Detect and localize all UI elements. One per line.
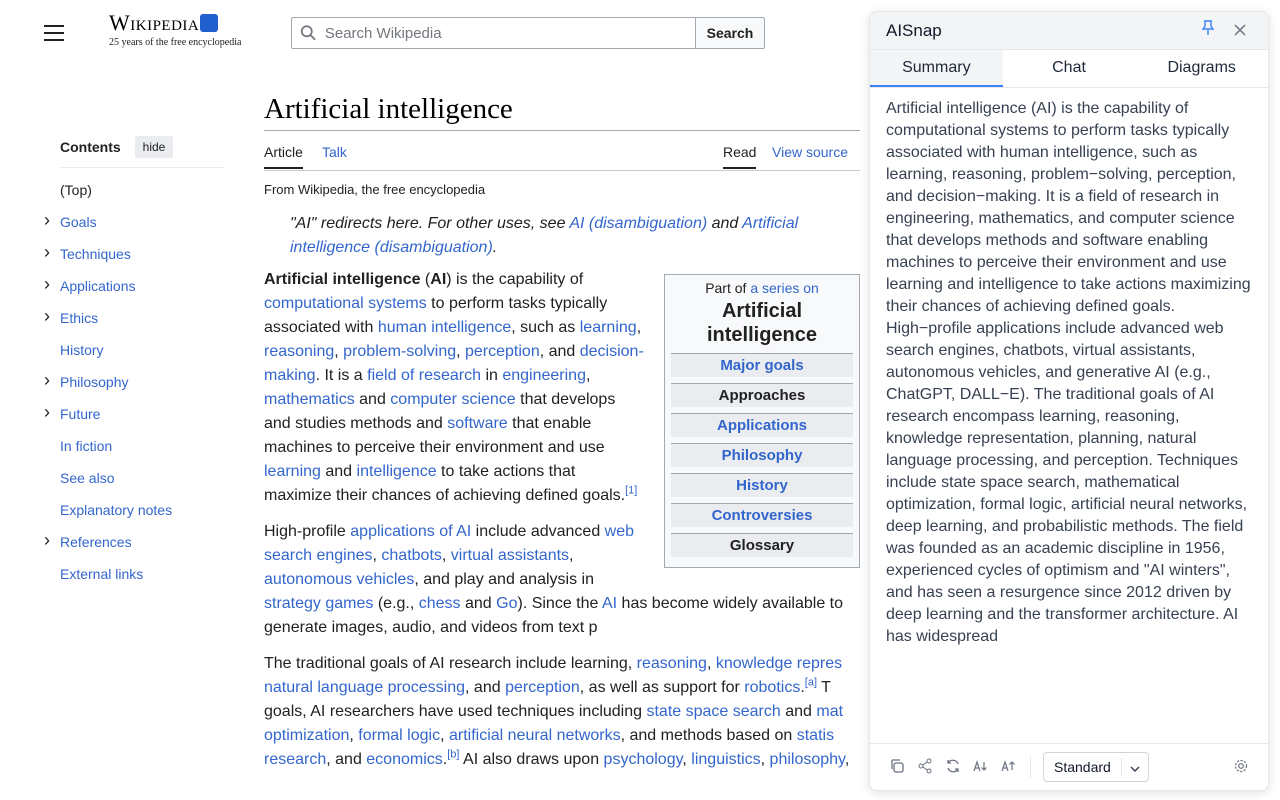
toc-item-label[interactable]: (Top) [60, 182, 92, 198]
article-text: to perform tasks typically associated with [264, 295, 608, 336]
article-text: in [481, 367, 503, 384]
article-text: , [334, 343, 344, 360]
article-text: . [442, 751, 448, 768]
aisnap-panel [869, 11, 1269, 791]
toc-item[interactable] [60, 437, 224, 469]
infobox-row-container [671, 473, 853, 497]
article-link[interactable]: artificial neural networks [448, 727, 621, 744]
search-button[interactable]: Search [695, 17, 765, 49]
panel-title: AISnap [886, 20, 942, 40]
article-text: , [569, 547, 574, 564]
toc-item[interactable] [44, 370, 224, 405]
article-link[interactable]: perception [465, 343, 540, 360]
infobox-row[interactable]: Philosophy [721, 447, 803, 464]
toc-item-label[interactable]: Philosophy [60, 374, 129, 390]
article-text: . [492, 239, 498, 256]
article-link[interactable]: strategy games [264, 595, 374, 612]
article-link[interactable]: [a] [804, 676, 818, 689]
article-link[interactable]: virtual assistants [450, 547, 570, 564]
toc-item-label[interactable]: In fiction [60, 438, 113, 454]
chevron-right-icon[interactable]: › [44, 370, 50, 390]
toc-item-label[interactable]: External links [60, 566, 144, 582]
toc-item-label[interactable]: References [60, 534, 132, 550]
toc-item[interactable] [60, 181, 224, 213]
panel-toolbar [870, 743, 1268, 790]
infobox-row-container [671, 503, 853, 527]
toc-item[interactable] [44, 530, 224, 565]
chevron-right-icon[interactable]: › [44, 306, 50, 326]
article-link[interactable]: [1] [625, 484, 638, 497]
article-link[interactable]: computer science [390, 391, 516, 408]
search-input[interactable] [325, 25, 695, 42]
puzzle-globe-icon [200, 14, 218, 32]
article-text: AI [430, 271, 447, 288]
toc-item[interactable] [44, 210, 224, 245]
toc-item-label[interactable]: See also [60, 470, 115, 486]
page-tabs [264, 142, 860, 171]
article-link[interactable]: mat optimization [264, 703, 844, 744]
page-title: Artificial intelligence [264, 92, 860, 131]
article-text: to take actions that maximize their chances of achieving defined goals. [264, 463, 626, 504]
toc-item-label[interactable]: Explanatory notes [60, 502, 173, 518]
article-text: . [800, 679, 805, 696]
article-text: ( [420, 271, 431, 288]
share-icon[interactable] [916, 758, 934, 777]
article-link[interactable]: philosophy [769, 751, 845, 768]
article-text: and [707, 215, 743, 232]
article-text: , as well as support for [579, 679, 745, 696]
article-link[interactable]: economics [366, 751, 443, 768]
article-text: , such as [511, 319, 580, 336]
wikipedia-logo[interactable] [109, 10, 251, 48]
article-link[interactable]: decision-making [264, 343, 644, 384]
article-text: , [349, 727, 359, 744]
infobox-row[interactable]: Approaches [718, 387, 806, 404]
infobox-row[interactable]: Major goals [720, 357, 804, 374]
article-text: , [682, 751, 692, 768]
article-text: High-profile [264, 523, 351, 540]
article-text: , and [539, 343, 580, 360]
article-link[interactable]: linguistics [691, 751, 761, 768]
article-text: Artificial intelligence [264, 271, 421, 288]
mode-value: Standard [1044, 758, 1122, 776]
article-text: (e.g., [373, 595, 419, 612]
infobox-row[interactable]: Glossary [729, 537, 795, 554]
article-link[interactable]: field of research [367, 367, 481, 384]
article-text: ). Since the [517, 595, 602, 612]
infobox-row-container [671, 533, 853, 557]
toc-item-label[interactable]: Ethics [60, 310, 99, 326]
chevron-right-icon[interactable]: › [44, 242, 50, 262]
article-link[interactable]: learning [264, 463, 321, 480]
toolbar-divider [1030, 756, 1031, 778]
infobox-row-container [671, 353, 853, 377]
article-link[interactable]: web search engines [264, 523, 635, 564]
toc-item-label[interactable]: History [60, 342, 104, 358]
infobox-title: Artificial intelligence [706, 300, 818, 346]
article-text: , [585, 367, 591, 384]
toc-item-label[interactable]: Techniques [60, 246, 131, 262]
infobox-row[interactable]: Controversies [711, 507, 813, 524]
logo-wordmark: Wikipedia [109, 10, 200, 35]
article-link[interactable]: Artificial intelligence (disambiguation) [290, 215, 799, 256]
article-text: , and [326, 751, 367, 768]
article-text: that enable machines to perceive their environment and use [264, 415, 605, 456]
tab-article[interactable]: Article [264, 144, 303, 169]
toc-item-label[interactable]: Applications [60, 278, 136, 294]
article-link[interactable]: psychology [603, 751, 683, 768]
infobox-row-container [671, 413, 853, 437]
article-text: AI also draws upon [459, 751, 604, 768]
infobox-row-container [671, 383, 853, 407]
article-link[interactable]: reasoning [636, 655, 707, 672]
infobox-part-of: Part of [705, 280, 751, 296]
article-text: has become widely available to generate images, audio, and videos from text p [264, 595, 844, 636]
article-link[interactable]: mathematics [264, 391, 355, 408]
chevron-right-icon[interactable]: › [44, 274, 50, 294]
article-link[interactable]: Go [496, 595, 518, 612]
tab-read[interactable]: Read [723, 144, 756, 169]
infobox-row-container [671, 443, 853, 467]
article-text: , [456, 343, 465, 360]
infobox-row[interactable]: Applications [716, 417, 807, 434]
hatnote [290, 212, 860, 260]
article-link[interactable]: software [447, 415, 508, 432]
search-icon [300, 24, 317, 42]
toc-item-label[interactable]: Future [60, 406, 101, 422]
article-text: and [460, 595, 497, 612]
article-link[interactable]: [b] [447, 748, 460, 761]
article-link[interactable]: human intelligence [377, 319, 512, 336]
article-body [264, 268, 860, 784]
refresh-icon[interactable] [944, 758, 962, 777]
tab-view-source[interactable]: View source [772, 144, 849, 160]
search-form [291, 17, 765, 49]
article-text: , [760, 751, 770, 768]
article-link[interactable]: AI (disambiguation) [569, 215, 708, 232]
toc-item[interactable] [44, 242, 224, 277]
article-text: , [636, 319, 642, 336]
article-link[interactable]: problem-solving [343, 343, 457, 360]
article-text: , [844, 751, 850, 768]
site-subtitle: From Wikipedia, the free encyclopedia [264, 182, 486, 197]
article-link[interactable]: reasoning [264, 343, 335, 360]
main-menu-button[interactable] [44, 25, 64, 41]
article-text: , [441, 547, 451, 564]
article-link[interactable]: perception [505, 679, 580, 696]
infobox-row[interactable]: History [736, 477, 788, 494]
toc-item[interactable] [44, 402, 224, 437]
copy-icon[interactable] [888, 758, 906, 777]
article-text: ) is the capability of [446, 271, 584, 288]
toc-hide-button[interactable]: hide [135, 136, 174, 158]
article-text: T goals, AI researchers have used techniques including [264, 679, 831, 720]
article-link[interactable]: statis research [264, 727, 835, 768]
article-text: and [320, 463, 357, 480]
article-text: , and [465, 679, 506, 696]
pin-icon[interactable] [1196, 20, 1220, 41]
article-link[interactable]: engineering [502, 367, 586, 384]
toc-item[interactable] [44, 274, 224, 309]
article-link[interactable]: chatbots [381, 547, 442, 564]
article-link[interactable]: autonomous vehicles [264, 571, 415, 588]
article-link[interactable]: natural language processing [264, 679, 466, 696]
panel-tabs [870, 50, 1268, 88]
article-link[interactable]: computational systems [264, 295, 427, 312]
article-link[interactable]: applications of AI [350, 523, 472, 540]
logo-tagline: 25 years of the free encyclopedia [109, 37, 242, 48]
article-link[interactable]: knowledge repres [715, 655, 843, 672]
article-text: , [440, 727, 449, 744]
article-link[interactable]: intelligence [356, 463, 437, 480]
decrease-font-icon[interactable] [972, 760, 990, 775]
toc-item[interactable] [60, 501, 224, 533]
article-text: The traditional goals of AI research include learning, [264, 655, 637, 672]
article-link[interactable]: AI [601, 595, 618, 612]
chevron-down-icon [1122, 759, 1148, 775]
article-paragraph [264, 652, 860, 772]
toc-title: Contents [60, 139, 121, 155]
article-link[interactable]: state space search [646, 703, 781, 720]
article-link[interactable]: robotics [744, 679, 801, 696]
article-text: . It is a [315, 367, 368, 384]
chevron-right-icon[interactable]: › [44, 530, 50, 550]
tab-summary[interactable]: Summary [870, 50, 1003, 87]
tab-chat[interactable]: Chat [1052, 59, 1086, 76]
summary-text: Artificial intelligence (AI) is the capability of computational systems to perform tasks typically associated with human intelligence, such as learning, reasoning, problem−solving, perception, and decision−making. It is a field of research in engineering, mathematics, and computer science that develops methods and software enabling machines to perceive their environment and use learning and intelligence to take actions maximizing their chances of achieving defined goals. High−profile applications include advanced web search engines, chatbots, virtual assistants, autonomous vehicles, and generative AI (e.g., ChatGPT, DALL−E). The traditional goals of AI research encompass learning, reasoning, knowledge representation, planning, natural language processing, and perception. Techniques include state space search, mathematical optimization, formal logic, artificial neural networks, deep learning, and probabilistic methods. The field was founded as an academic discipline in 1956, experienced cycles of optimism and "AI winters", and has seen a resurgence since 2012 driven by deep learning and the transformer architecture. AI has widespread [886, 100, 1251, 645]
article-link[interactable]: learning [579, 319, 637, 336]
close-icon[interactable] [1228, 21, 1252, 41]
chevron-right-icon[interactable]: › [44, 210, 50, 230]
toc-item-label[interactable]: Goals [60, 214, 97, 230]
toc-item[interactable] [60, 341, 224, 373]
article-text: that develops and studies methods and [264, 391, 616, 432]
tab-diagrams[interactable]: Diagrams [1167, 59, 1236, 76]
article-text: , and play and analysis in [414, 571, 594, 588]
article-text: include advanced [471, 523, 605, 540]
toc-item[interactable] [44, 306, 224, 341]
increase-font-icon[interactable] [1000, 760, 1018, 775]
article-text: and [354, 391, 391, 408]
mode-select[interactable] [1043, 752, 1149, 782]
tab-talk[interactable]: Talk [322, 144, 347, 160]
article-text: and [780, 703, 817, 720]
table-of-contents [44, 136, 224, 597]
article-text: "AI" redirects here. For other uses, see [290, 215, 570, 232]
article-link[interactable]: chess [418, 595, 461, 612]
article-link[interactable]: formal logic [358, 727, 441, 744]
article-text: , [706, 655, 716, 672]
article-text: , [372, 547, 382, 564]
toc-item[interactable] [60, 469, 224, 501]
infobox [664, 274, 860, 568]
settings-gear-icon[interactable] [1232, 758, 1250, 777]
infobox-series-link[interactable]: a series on [750, 280, 819, 296]
chevron-right-icon[interactable]: › [44, 402, 50, 422]
article-text: , and methods based on [620, 727, 797, 744]
toc-item[interactable] [60, 565, 224, 597]
